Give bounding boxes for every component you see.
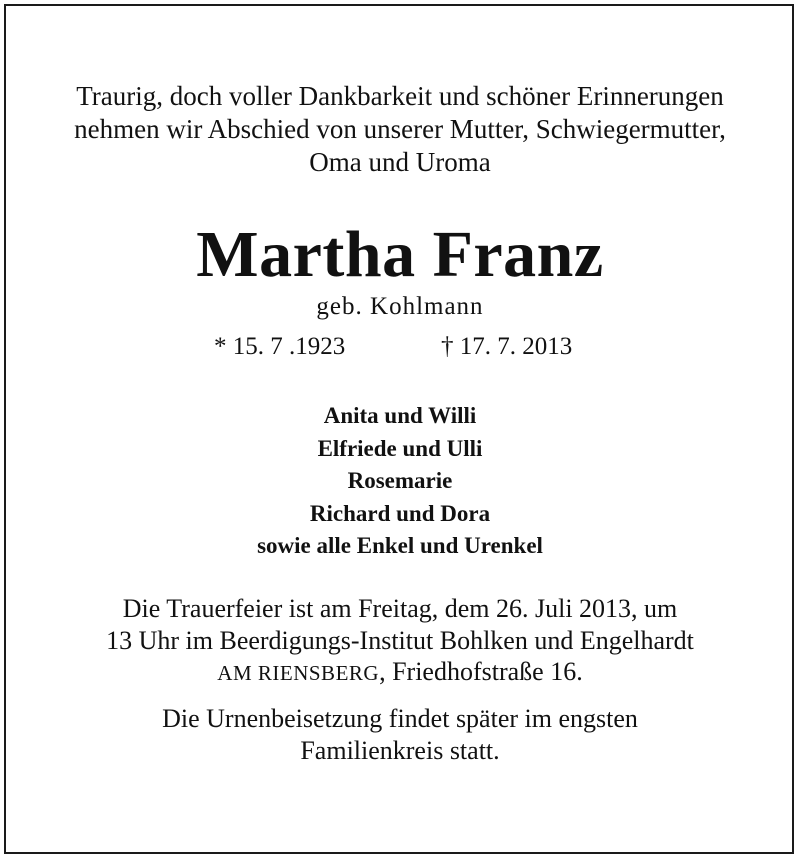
intro-text: [0, 80, 800, 179]
family-member: Elfriede und Ulli: [317, 435, 483, 461]
family-list: [0, 400, 800, 563]
urn-burial-info: [0, 703, 800, 766]
birth-date: * 15. 7 .1923: [214, 333, 346, 360]
service-address: , Friedhofstraße 16.: [379, 657, 583, 686]
intro-line-2: nehmen wir Abschied von unserer Mutter, Schwiegermutter,: [74, 114, 726, 144]
service-location: AM RIENSBERG: [217, 661, 380, 685]
service-line-1: Die Trauerfeier ist am Freitag, dem 26. Juli 2013, um: [122, 594, 678, 623]
death-date: † 17. 7. 2013: [441, 333, 573, 360]
service-line-3: [0, 656, 800, 690]
intro-line-3: Oma und Uroma: [309, 147, 491, 177]
family-member: Anita und Willi: [323, 403, 477, 428]
urn-line-1: Die Urnenbeisetzung findet später im engsten: [162, 704, 638, 733]
urn-line-2: Familienkreis statt.: [300, 735, 500, 765]
family-member: sowie alle Enkel und Urenkel: [257, 533, 543, 558]
deceased-name: Martha Franz: [196, 218, 604, 291]
family-member: Rosemarie: [347, 468, 453, 493]
maiden-name: geb. Kohlmann: [316, 293, 484, 320]
family-member: Richard und Dora: [309, 500, 491, 526]
funeral-service-info: [0, 593, 800, 690]
service-line-2: 13 Uhr im Beerdigungs-Institut Bohlken und Engelhardt: [106, 625, 694, 655]
intro-line-1: Traurig, doch voller Dankbarkeit und schöner Erinnerungen: [76, 81, 724, 111]
